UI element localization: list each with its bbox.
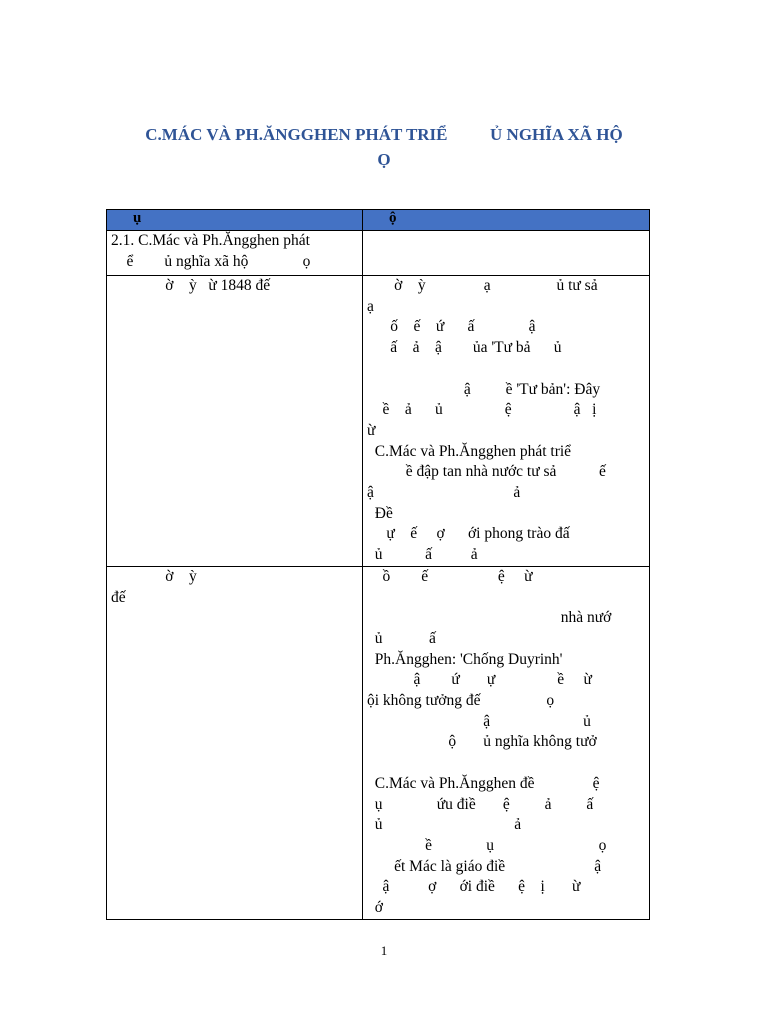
cell-line: ờ ỳ: [111, 567, 197, 585]
table-cell-left: [107, 231, 363, 276]
table-row: [107, 276, 650, 567]
document-title: [120, 122, 648, 172]
cell-line: ạ: [367, 297, 374, 315]
cell-line: ớ: [367, 899, 383, 917]
cell-line: nhà nướ: [367, 609, 612, 627]
cell-line: ố ế ứ ấ ậ: [367, 318, 536, 336]
cell-line: ờ ỳ ạ ủ tư sả: [367, 277, 598, 294]
cell-line: Ph.Ăngghen: 'Chống Duyrinh': [367, 650, 563, 668]
cell-line: [367, 359, 645, 380]
cell-line: ụ ứu điề ệ ả ấ: [367, 795, 594, 813]
title-line-2: Ọ: [377, 150, 391, 169]
cell-line: ồ ế ệ ừ: [367, 567, 533, 585]
cell-line: ề ả ủ ệ ậ ị: [367, 401, 597, 419]
cell-line: ộ ủ nghĩa không tưở: [367, 733, 597, 751]
table-cell-left: [107, 276, 363, 567]
table-row: [107, 566, 650, 919]
cell-line: ề đập tan nhà nước tư sả ế: [367, 463, 606, 481]
cell-line: ủ ấ ả: [367, 546, 478, 564]
content-table: [106, 209, 650, 920]
cell-line: ủ ả: [367, 816, 522, 834]
cell-line: Đề: [367, 504, 393, 522]
table-header-cell: ộ: [363, 210, 650, 231]
table-cell-right: [363, 276, 650, 567]
cell-line: ậ ả: [367, 484, 521, 502]
cell-line: ậ ề 'Tư bản': Đây: [367, 380, 601, 398]
cell-line: ự ế ợ ới phong trào đấ: [367, 525, 570, 543]
cell-line: ủ ấ: [367, 629, 436, 647]
cell-line: C.Mác và Ph.Ăngghen phát triể: [367, 442, 572, 460]
cell-line: [367, 753, 645, 774]
cell-line: ậ ủ: [367, 712, 591, 730]
cell-line: ết Mác là giáo điề ậ: [367, 857, 602, 875]
cell-line: ậ ợ ới điề ệ ị ừ: [367, 878, 581, 896]
cell-line: ậ ứ ự ề ừ: [367, 671, 592, 689]
cell-line: C.Mác và Ph.Ăngghen đề ệ: [367, 774, 600, 792]
table-row: [107, 231, 650, 276]
cell-line: ờ ỳ ừ 1848 đế: [111, 277, 271, 294]
table-cell-right: [363, 231, 650, 276]
cell-line: 2.1. C.Mác và Ph.Ăngghen phát: [111, 232, 310, 249]
table-header-cell: ụ: [107, 210, 363, 231]
cell-line: đế: [111, 588, 126, 606]
cell-line: ội không tưởng đế ọ: [367, 692, 555, 710]
page-number: 1: [380, 943, 388, 958]
cell-line: ừ: [367, 421, 376, 439]
cell-line: ấ ả ậ ủa 'Tư bả ủ: [367, 339, 562, 357]
title-line-1: C.MÁC VÀ PH.ĂNGGHEN PHÁT TRIỂ Ủ NGHĨA XÃ HỘ: [145, 125, 623, 144]
table-header-row: [107, 210, 650, 231]
table-cell-left: [107, 566, 363, 919]
cell-line: [367, 588, 645, 609]
cell-line: ể ủ nghĩa xã hộ ọ: [111, 252, 311, 270]
table-cell-right: [363, 566, 650, 919]
cell-line: ề ụ ọ: [367, 836, 607, 854]
